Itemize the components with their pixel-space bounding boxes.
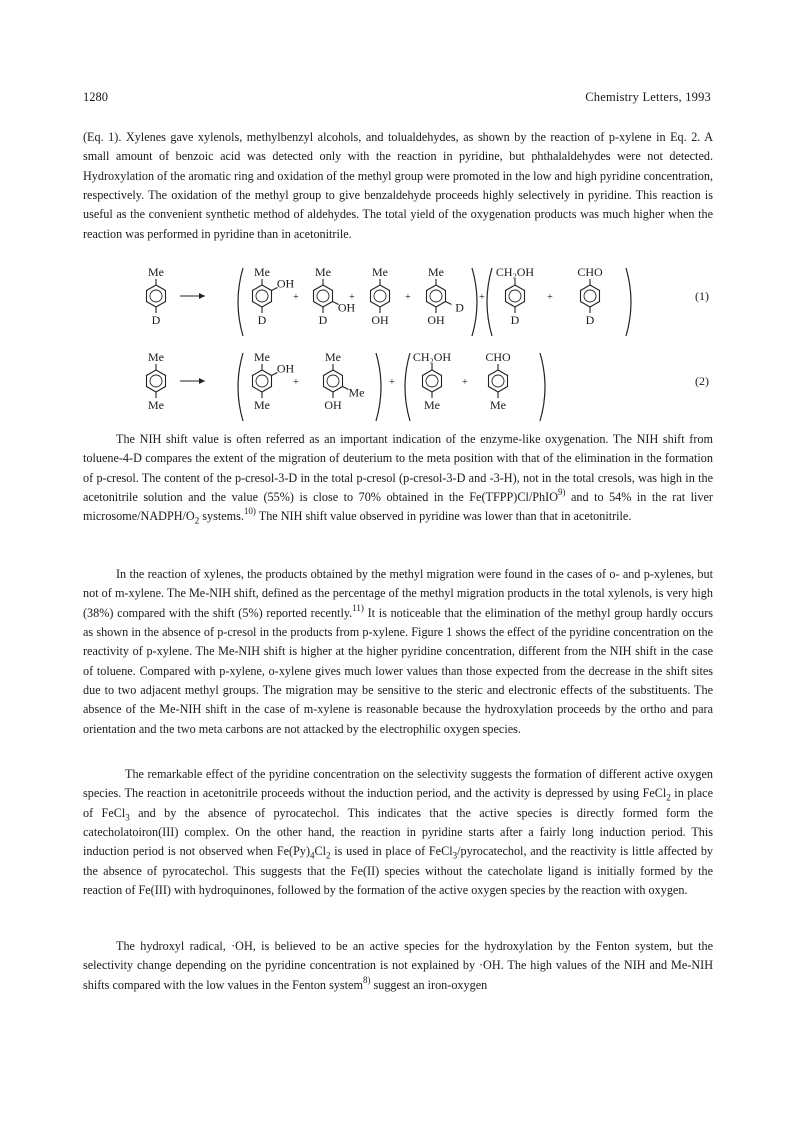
journal-citation: Chemistry Letters, 1993 (585, 90, 711, 104)
paragraph-1 (83, 128, 713, 244)
benzene-ring (371, 285, 390, 307)
paragraph-5-text: The hydroxyl radical, ·OH, is believed to be an active species for the hydroxylation by the Fenton system, but the selectivity change depending on the pyridine concentration is not explained by ·OH. The high values of the NIH and Me-NIH shifts compared with the low values in the Fenton system$^{8)}$ suggest an iron-oxygen (83, 939, 713, 992)
aromatic-circle (150, 375, 162, 387)
benzene-ring (427, 285, 446, 307)
reaction-scheme-svg (140, 266, 730, 426)
benzene-ring (423, 370, 442, 392)
substituent-label: OH (276, 276, 295, 291)
substituent-label: Me (148, 398, 164, 412)
benzene-ring (253, 370, 272, 392)
plus-sign: + (405, 292, 411, 303)
substituent-label: OH (371, 313, 389, 327)
substituent-label: CH₂OH (495, 266, 535, 279)
substituent-label: Me (428, 266, 444, 279)
substituent-label: D (510, 313, 520, 327)
paragraph-5 (83, 937, 713, 995)
substituent-label: D (455, 300, 464, 315)
substituent-label: Me (148, 266, 164, 279)
substituent-label: Me (254, 266, 270, 279)
plus-sign: + (479, 292, 485, 303)
benzene-ring (489, 370, 508, 392)
substituent-label: Me (148, 350, 164, 364)
equation-number-1: (1) (695, 289, 709, 303)
paragraph-3 (83, 565, 713, 739)
substituent-label: Me (254, 350, 270, 364)
substituent-label: Me (490, 398, 506, 412)
parenthesis (487, 268, 492, 336)
paragraph-4-text: The remarkable effect of the pyridine concentration on the selectivity suggests the formation of different active oxygen species. The reaction in acetonitrile proceeds without the induction period, and the activity is depressed by using FeCl$_2$ in place of FeCl$_3$ and by the absence of pyrocatechol. This indicates that the active species is directly formed form the catecholatoiron(III) complex. On the other hand, the reaction in pyridine starts after a fairly long induction period. This induction period is not observed when $Fe(Py)_4Cl_2$ is used in place of FeCl$_3$/pyrocatechol, and the reactivity is little affected by the absence of pyrocatechol. This suggests that the Fe(II) species without the catecholate ligand is initially formed by the reaction of Fe(III) with hydroquinones, followed by the formation of the active oxygen species by the reaction with oxygen. (83, 767, 714, 898)
substituent-label: D (318, 313, 328, 327)
parenthesis (540, 353, 545, 421)
substituent-label: D (151, 313, 161, 327)
parenthesis (376, 353, 381, 421)
benzene-ring (581, 285, 600, 307)
aromatic-circle (327, 375, 339, 387)
substituent-label: CHO (485, 350, 511, 364)
paragraph-2-text: The NIH shift value is often referred as an important indication of the enzyme-like oxygenation. The NIH shift from toluene-4-D compares the extent of the migration of deuterium to the meta position with that of the elimination in the formation of p-cresol. The content of the p-cresol-3-D in the total p-cresol (p-cresol-3-D and -3-H), not in the total cresols, was high in the acetonitrile solution and the value (55%) is close to 70% obtained in the Fe(TFPP)Cl/PhIO$^{9)}$ and to 54% in the rat liver microsome/$NADPH/O_2$ systems.$^{10)}$ The NIH shift value observed in pyridine was lower than that in acetonitrile. (83, 432, 713, 526)
arrow-head (199, 293, 205, 299)
benzene-ring (506, 285, 525, 307)
aromatic-circle (374, 290, 386, 302)
aromatic-circle (317, 290, 329, 302)
arrow-head (199, 378, 205, 384)
page-header (83, 90, 711, 106)
paragraph-1-text: (Eq. 1). Xylenes gave xylenols, methylbenzyl alcohols, and tolualdehydes, as shown by the reaction of p-xylene in Eq. 2. A small amount of benzoic acid was detected only with the reaction in pyridine, but phthalaldehydes were not detected. Hydroxylation of the aromatic ring and oxidation of the methyl group were promoted in the low and high pyridine concentration, respectively. The oxidation of the methyl group to give benzaldehyde proceeds highly selectively in pyridine. This reaction is useful as the convenient synthetic method of aldehydes. The total yield of the oxygenation products was much higher when the reaction was performed in pyridine than in acetonitrile. (83, 130, 713, 241)
substituent-label: CHO (577, 266, 603, 279)
substituent-label: D (585, 313, 595, 327)
substituent-label: Me (254, 398, 270, 412)
benzene-ring (314, 285, 333, 307)
aromatic-circle (509, 290, 521, 302)
plus-sign: + (293, 377, 299, 388)
aromatic-circle (426, 375, 438, 387)
substituent-label: OH (427, 313, 445, 327)
plus-sign: + (389, 377, 395, 388)
substituent-label: CH₂OH (412, 350, 452, 364)
substituent-label: OH (276, 361, 295, 376)
substituent-label: OH (324, 398, 342, 412)
aromatic-circle (256, 290, 268, 302)
paragraph-4 (83, 765, 713, 900)
parenthesis (472, 268, 477, 336)
aromatic-circle (492, 375, 504, 387)
paragraph-2 (83, 430, 713, 527)
parenthesis (405, 353, 410, 421)
substituent-label: Me (348, 385, 365, 400)
benzene-ring (147, 285, 166, 307)
plus-sign: + (462, 377, 468, 388)
substituent-label: Me (315, 266, 331, 279)
substituent-label: OH (337, 300, 356, 315)
plus-sign: + (349, 292, 355, 303)
substituent-label: D (257, 313, 267, 327)
reaction-scheme (140, 266, 730, 426)
plus-sign: + (547, 292, 553, 303)
aromatic-circle (150, 290, 162, 302)
parenthesis (238, 268, 243, 336)
substituent-label: Me (372, 266, 388, 279)
benzene-ring (253, 285, 272, 307)
equation-number-2: (2) (695, 374, 709, 388)
benzene-ring (324, 370, 343, 392)
substituent-label: Me (325, 350, 341, 364)
benzene-ring (147, 370, 166, 392)
aromatic-circle (584, 290, 596, 302)
page-number: 1280 (83, 90, 108, 104)
parenthesis (626, 268, 631, 336)
aromatic-circle (256, 375, 268, 387)
parenthesis (238, 353, 243, 421)
bond-line (446, 302, 452, 305)
aromatic-circle (430, 290, 442, 302)
paragraph-3-text: In the reaction of xylenes, the products obtained by the methyl migration were found in the cases of o- and p-xylenes, but not of m-xylene. The Me-NIH shift, defined as the percentage of the methyl migration products in the total xylenols, is very high (38%) compared with the shift (5%) reported recently.$^{11)}$ It is noticeable that the elimination of the methyl group hardly occurs as shown in the absence of p-cresol in the products from p-xylene. Figure 1 shows the effect of the pyridine concentration on the reactivity of p-xylene. The Me-NIH shift is higher at the higher pyridine concentration, different from the NIH shift in the case of toluene. Compared with p-xylene, o-xylene gives much lower values than those expected from the decrease in the shift sites due to two adjacent methyl groups. The migration may be sensitive to the steric and electronic effects of the substituents. The absence of the Me-NIH shift in the case of m-xylene is reasonable because the hydroxylation proceeds by the ortho and para orientation and the two meta carbons are not attacked by the electrophilic oxygen species. (83, 567, 713, 736)
substituent-label: Me (424, 398, 440, 412)
plus-sign: + (293, 292, 299, 303)
